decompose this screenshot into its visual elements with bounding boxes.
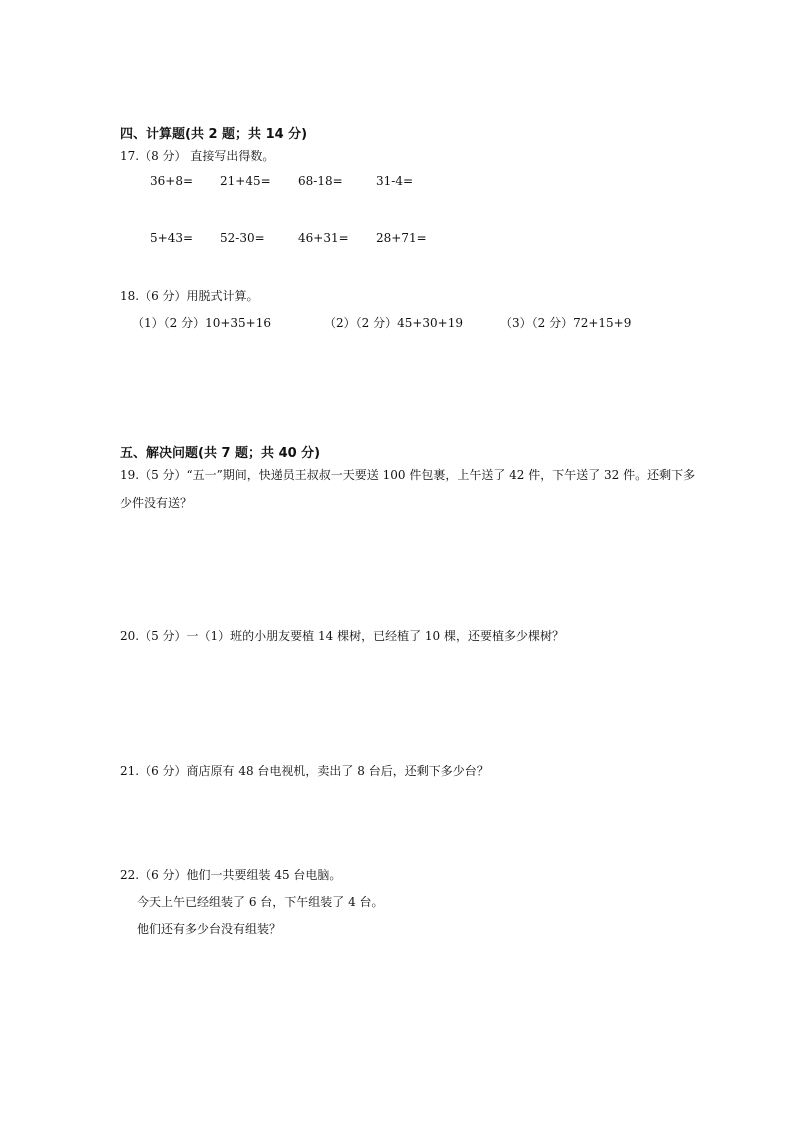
q17-expression: 31-4= bbox=[376, 174, 414, 188]
section-heading-problem-solving: 五、解决问题(共 7 题；共 40 分) bbox=[120, 446, 321, 461]
q17-expression: 21+45= bbox=[220, 174, 271, 188]
section-heading-calculation: 四、计算题(共 2 题；共 14 分) bbox=[120, 127, 308, 142]
q17-expression: 36+8= bbox=[150, 174, 194, 188]
question-22-line-3: 他们还有多少台没有组装？ bbox=[137, 922, 282, 936]
question-18-text: 18.（6 分）用脱式计算。 bbox=[120, 289, 259, 303]
q17-expression: 46+31= bbox=[298, 231, 349, 245]
question-19-line-1: 19.（5 分）“五一”期间，快递员王叔叔一天要送 100 件包裹，上午送了 42 件，下午送了 32 件。还剩下多 bbox=[120, 468, 696, 482]
question-17-text: 17.（8 分） 直接写出得数。 bbox=[120, 149, 275, 163]
q18-part-1: （1）（2 分）10+35+16 bbox=[132, 316, 272, 330]
q17-expression: 5+43= bbox=[150, 231, 194, 245]
question-22-line-2: 今天上午已经组装了 6 台，下午组装了 4 台。 bbox=[137, 895, 384, 909]
q17-expression: 68-18= bbox=[298, 174, 343, 188]
question-22-line-1: 22.（6 分）他们一共要组装 45 台电脑。 bbox=[120, 868, 342, 882]
question-19-line-2: 少件没有送？ bbox=[120, 496, 193, 510]
q18-part-3: （3）（2 分）72+15+9 bbox=[500, 316, 632, 330]
q18-part-2: （2）（2 分）45+30+19 bbox=[324, 316, 464, 330]
q17-expression: 52-30= bbox=[220, 231, 265, 245]
question-20-text: 20.（5 分）一（1）班的小朋友要植 14 棵树，已经植了 10 棵，还要植多少棵树？ bbox=[120, 629, 564, 643]
q17-expression: 28+71= bbox=[376, 231, 427, 245]
question-21-text: 21.（6 分）商店原有 48 台电视机，卖出了 8 台后，还剩下多少台？ bbox=[120, 764, 489, 778]
